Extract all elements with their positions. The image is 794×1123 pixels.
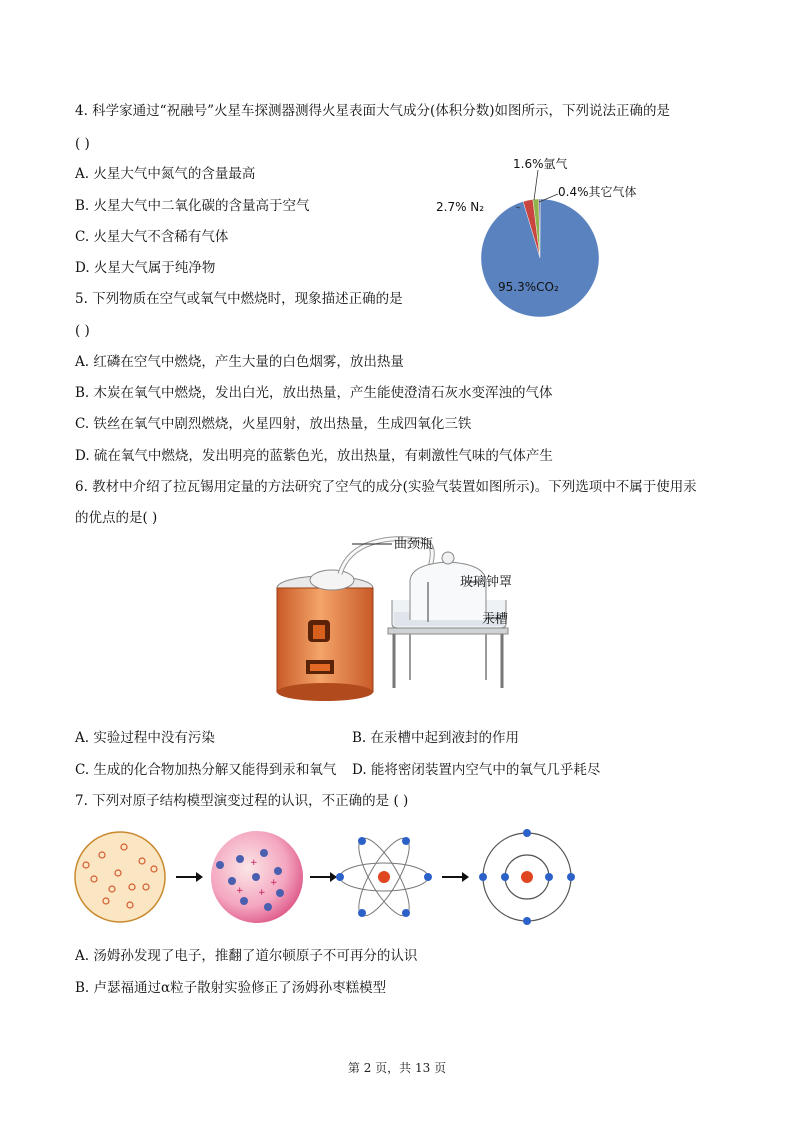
bohr-model [479, 829, 575, 925]
q5-option-b: B. 木炭在氧气中燃烧，发出白光，放出热量，产生能使澄清石灰水变浑浊的气体 [75, 385, 553, 401]
svg-text:+: + [236, 886, 244, 896]
label-retort: 曲颈瓶 [394, 537, 434, 552]
svg-text:+: + [270, 878, 278, 888]
pie-slice-co2 [481, 199, 599, 317]
q4-option-a: A. 火星大气中氮气的含量最高 [75, 166, 256, 182]
q5-option-a: A. 红磷在空气中燃烧，产生大量的白色烟雾，放出热量 [75, 354, 404, 370]
q4-paren: ( ) [75, 136, 90, 152]
q5-paren: ( ) [75, 323, 90, 339]
pie-label-co2: 95.3%CO₂ [498, 280, 559, 294]
q5-option-d: D. 硫在氧气中燃烧，发出明亮的蓝紫色光，放出热量，有刺激性气味的气体产生 [75, 448, 553, 464]
svg-text:+: + [258, 888, 266, 898]
pie-label-argon: 1.6%氩气 [513, 157, 568, 171]
q7-option-b: B. 卢瑟福通过α粒子散射实验修正了汤姆孙枣糕模型 [75, 980, 387, 996]
q7-option-a: A. 汤姆孙发现了电子，推翻了道尔顿原子不可再分的认识 [75, 948, 418, 964]
svg-text:+: + [250, 858, 258, 868]
q4-option-c: C. 火星大气不含稀有气体 [75, 229, 229, 245]
atomic-model-evolution-figure [72, 825, 602, 935]
q4-option-d: D. 火星大气属于纯净物 [75, 260, 216, 276]
lavoisier-apparatus-figure [270, 530, 530, 705]
mars-atmosphere-pie-chart [420, 150, 680, 330]
q5-option-c: C. 铁丝在氧气中剧烈燃烧，火星四射，放出热量，生成四氧化三铁 [75, 416, 472, 432]
pie-label-n2: 2.7% N₂ [436, 200, 485, 214]
pie-label-other: 0.4%其它气体 [558, 185, 637, 199]
rutherford-model [336, 832, 432, 922]
q6-option-a: A. 实验过程中没有污染 [75, 730, 215, 746]
dalton-model [75, 832, 165, 922]
label-mercury-trough: 汞槽 [482, 612, 509, 627]
q4-option-b: B. 火星大气中二氧化碳的含量高于空气 [75, 198, 310, 214]
q6-option-d: D. 能将密闭装置内空气中的氧气几乎耗尽 [352, 762, 601, 778]
q7-stem: 7. 下列对原子结构模型演变过程的认识，不正确的是 ( ) [75, 793, 409, 809]
page-footer: 第 2 页，共 13 页 [347, 1061, 447, 1075]
q6-stem-line2: 的优点的是( ) [75, 510, 158, 526]
q6-option-b: B. 在汞槽中起到液封的作用 [352, 730, 520, 746]
q6-option-c: C. 生成的化合物加热分解又能得到汞和氧气 [75, 762, 337, 778]
q5-stem: 5. 下列物质在空气或氧气中燃烧时，现象描述正确的是 [75, 291, 403, 307]
thomson-model [211, 831, 303, 923]
q6-stem-line1: 6. 教材中介绍了拉瓦锡用定量的方法研究了空气的成分(实验气装置如图所示)。下列选项中不属于使用汞 [75, 479, 697, 495]
label-bell-jar: 玻璃钟罩 [460, 575, 513, 590]
q4-stem: 4. 科学家通过“祝融号”火星车探测器测得火星表面大气成分(体积分数)如图所示，下列说法正确的是 [75, 103, 671, 119]
